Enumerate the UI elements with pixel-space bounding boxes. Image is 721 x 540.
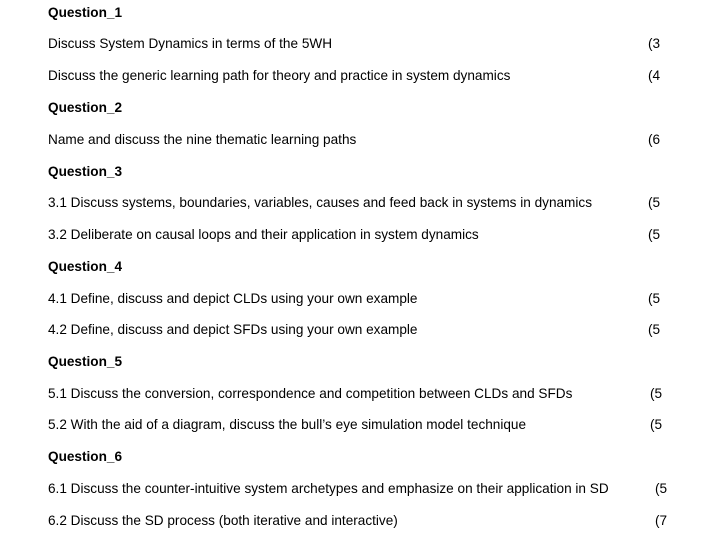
question-3-item-1-marks: (5 — [648, 195, 661, 210]
question-6-item-1: 6.1 Discuss the counter-intuitive system archetypes and emphasize on their application in SD — [48, 481, 609, 496]
question-1-item-1: Discuss System Dynamics in terms of the 5WH — [48, 36, 333, 51]
question-4-item-1-marks: (5 — [648, 291, 661, 306]
question-3-item-2: 3.2 Deliberate on causal loops and their application in system dynamics — [48, 227, 479, 242]
question-1-item-2-marks: (4 — [648, 68, 661, 83]
question-2-item-1-marks: (6 — [648, 132, 661, 147]
question-4-heading: Question_4 — [48, 259, 123, 274]
question-6-item-2-marks: (7 — [655, 513, 668, 528]
question-6-heading: Question_6 — [48, 449, 123, 464]
question-2-heading: Question_2 — [48, 100, 123, 115]
question-3-item-1: 3.1 Discuss systems, boundaries, variables, causes and feed back in systems in dynamics — [48, 195, 592, 210]
question-3-heading: Question_3 — [48, 164, 123, 179]
question-4-item-1: 4.1 Define, discuss and depict CLDs using your own example — [48, 291, 418, 306]
question-1-item-1-marks: (3 — [648, 36, 661, 51]
question-4-item-2-marks: (5 — [648, 322, 661, 337]
question-1-heading: Question_1 — [48, 5, 123, 20]
question-5-item-2-marks: (5 — [650, 417, 663, 432]
question-1-item-2: Discuss the generic learning path for theory and practice in system dynamics — [48, 68, 511, 83]
question-5-heading: Question_5 — [48, 354, 123, 369]
question-5-item-1-marks: (5 — [650, 386, 663, 401]
question-3-item-2-marks: (5 — [648, 227, 661, 242]
question-5-item-2: 5.2 With the aid of a diagram, discuss the bull’s eye simulation model technique — [48, 417, 527, 432]
question-2-item-1: Name and discuss the nine thematic learning paths — [48, 132, 357, 147]
question-6-item-2: 6.2 Discuss the SD process (both iterative and interactive) — [48, 513, 398, 528]
question-4-item-2: 4.2 Define, discuss and depict SFDs using your own example — [48, 322, 418, 337]
question-5-item-1: 5.1 Discuss the conversion, correspondence and competition between CLDs and SFDs — [48, 386, 573, 401]
question-6-item-1-marks: (5 — [655, 481, 668, 496]
